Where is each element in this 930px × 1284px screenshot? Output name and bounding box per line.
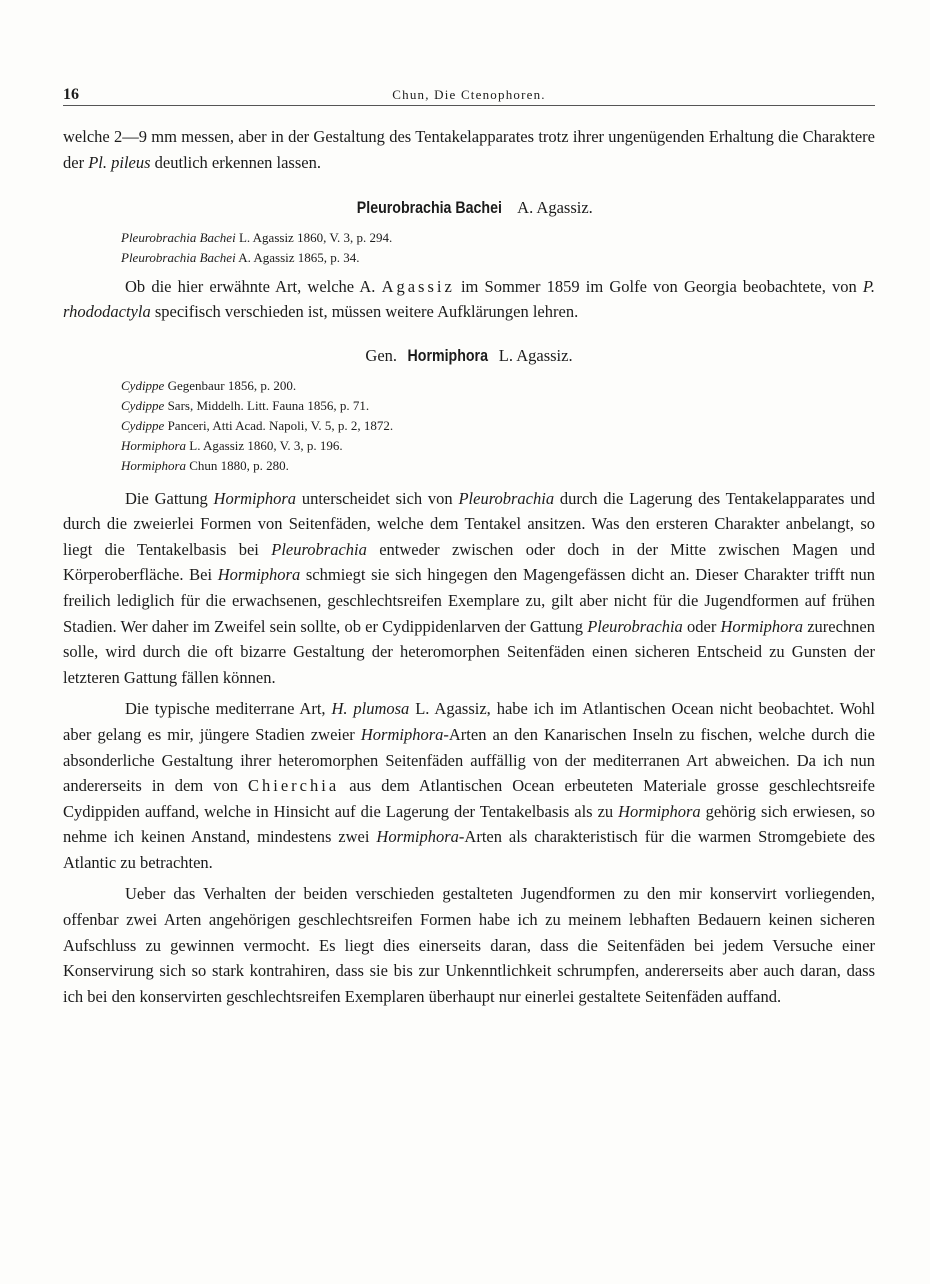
synonymy-entry <box>121 228 875 248</box>
page-body <box>63 124 875 1009</box>
taxon-name: Hormiphora <box>376 827 459 847</box>
text-run: Die Gattung <box>125 488 214 508</box>
taxon-name: Pl. pileus <box>88 152 151 172</box>
taxon-name: Hormiphora <box>217 565 301 585</box>
taxon-name: H. plumosa <box>331 699 410 719</box>
synonymy-entry <box>121 376 875 396</box>
synonymy-entry <box>121 396 875 416</box>
species-heading <box>63 195 875 222</box>
synonymy-entry <box>121 456 875 476</box>
taxon-name: Hormiphora <box>618 801 701 821</box>
taxon-name: Hormiphora <box>213 488 297 508</box>
page-header <box>63 84 875 106</box>
author-name: Agassiz <box>381 276 455 296</box>
ref-citation: Panceri, Atti Acad. Napoli, V. 5, p. 2, 1872. <box>164 417 394 433</box>
text-run: L. Agassiz, habe ich im Atlantischen Ocean nicht beobachtet. Wohl aber gelang es mir, jüngere Stadien zweier <box>63 699 875 744</box>
taxon-name: Hormiphora <box>720 616 804 636</box>
species-author: A. Agassiz. <box>513 198 593 218</box>
species-paragraph <box>63 274 875 325</box>
ref-citation: L. Agassiz 1860, V. 3, p. 294. <box>235 229 393 245</box>
genus-paragraph-3: Ueber das Verhalten der beiden verschieden gestalteten Jugendformen zu den mir konservirt vorliegenden, offenbar zwei Arten angehörigen geschlechtsreifen Formen habe ich zu meinem lebhaften Bedauern keinen sicheren Aufschluss zu gewinnen vermocht. Es liegt dies einerseits daran, dass die Seitenfäden bei jedem Versuche einer Konservirung sich so stark kontrahiren, dass sie bis zur Unkenntlichkeit schrumpfen, andererseits aber auch daran, dass ich bei den konservirten geschlechtsreifen Exemplaren überhaupt nur einerlei gestaltete Seitenfäden auffand. <box>63 884 875 1006</box>
text-run: im Sommer 1859 im Golfe von Georgia beobachtete, von <box>454 276 863 296</box>
text-run: entweder zwischen oder doch in der Mitte zwischen Magen und Körperoberfläche. Bei <box>63 539 875 585</box>
header-rule <box>63 105 875 106</box>
genus-prefix: Gen. <box>365 345 402 365</box>
ref-citation: Chun 1880, p. 280. <box>186 457 289 473</box>
ref-taxon: Pleurobrachia Bachei <box>121 229 236 245</box>
text-run: specifisch verschieden ist, müssen weitere Aufklärungen lehren. <box>150 302 579 322</box>
text-run: schmiegt sie sich hingegen den Magengefässen dicht an. Dieser Charakter trifft nun freilich lediglich für die erwachsenen, geschlechtsreifen Exemplare zu, gilt aber nicht für die Jugendformen auf frühen Stadien. Wer daher im Zweifel sein sollte, ob er Cydippidenlarven der Gattung <box>63 565 875 636</box>
text-run: welche 2—9 mm messen, aber in der Gestaltung des Tentakelapparates trotz ihrer ungenügenden Erhaltung die Charaktere der <box>63 127 875 172</box>
text-run: -Arten an den Kanarischen Inseln zu fischen, welche durch die absonderliche Gestaltung ihrer heteromorphen Seitenfäden auffällig von der mediterranen Art abweichen. Da ich nun andererseits in dem von <box>63 724 875 796</box>
ref-taxon: Hormiphora <box>121 437 187 453</box>
species-name: Pleurobrachia Bachei <box>357 199 503 218</box>
text-run: deutlich erkennen lassen. <box>150 152 321 172</box>
taxon-name: Hormiphora <box>360 724 444 744</box>
taxon-name: Pleurobrachia <box>271 539 367 559</box>
synonymy-list <box>121 376 875 476</box>
genus-author: L. Agassiz. <box>494 345 573 365</box>
synonymy-entry <box>121 248 875 268</box>
synonymy-entry <box>121 416 875 436</box>
continued-paragraph <box>63 124 875 175</box>
ref-citation: A. Agassiz 1865, p. 34. <box>235 249 360 265</box>
ref-taxon: Hormiphora <box>121 457 187 473</box>
genus-paragraph-2 <box>63 696 875 875</box>
ref-taxon: Cydippe <box>121 397 165 413</box>
genus-heading <box>63 343 875 370</box>
synonymy-list <box>121 228 875 268</box>
text-run: zurechnen solle, wird durch die oft bizarre Gestaltung der heteromorphen Seitenfäden einen sicheren Entscheid zu Gunsten der letzteren Gattung fällen können. <box>63 616 875 687</box>
ref-taxon: Cydippe <box>121 377 165 393</box>
running-title: Chun, Die Ctenophoren. <box>392 87 546 102</box>
text-run: durch die Lagerung des Tentakelapparates und durch die zweierlei Formen von Seitenfäden, welche dem Tentakel ansitzen. Was den ersteren Charakter anbelangt, so liegt die Tentakelbasis bei <box>63 488 876 559</box>
author-name: Chierchia <box>248 776 340 796</box>
text-run: aus dem Atlantischen Ocean erbeuteten Materiale grosse geschlechtsreife Cydippiden auffand, welche in Hinsicht auf die Lagerung der Tentakelbasis als zu <box>63 776 875 821</box>
text-run: gehörig sich erwiesen, so nehme ich keinen Anstand, mindestens zwei <box>63 801 875 847</box>
ref-taxon: Cydippe <box>121 417 165 433</box>
text-run: oder <box>682 616 721 636</box>
genus-paragraph-1 <box>63 486 875 691</box>
ref-citation: Sars, Middelh. Litt. Fauna 1856, p. 71. <box>164 397 370 413</box>
text-run: -Arten als charakteristisch für die warmen Stromgebiete des Atlantic zu betrachten. <box>63 827 875 872</box>
ref-citation: Gegenbaur 1856, p. 200. <box>164 377 297 393</box>
text-run: Die typische mediterrane Art, <box>125 699 332 719</box>
taxon-name: Pleurobrachia <box>458 488 555 508</box>
taxon-name: Pleurobrachia <box>587 616 683 636</box>
synonymy-entry <box>121 436 875 456</box>
text-run: Ob die hier erwähnte Art, welche A. <box>125 276 382 296</box>
text-run: unterscheidet sich von <box>296 488 459 508</box>
ref-taxon: Pleurobrachia Bachei <box>121 249 236 265</box>
taxon-name: P. rhododactyla <box>63 276 875 322</box>
ref-citation: L. Agassiz 1860, V. 3, p. 196. <box>186 437 343 453</box>
genus-name: Hormiphora <box>407 346 489 365</box>
page-number: 16 <box>63 86 79 103</box>
